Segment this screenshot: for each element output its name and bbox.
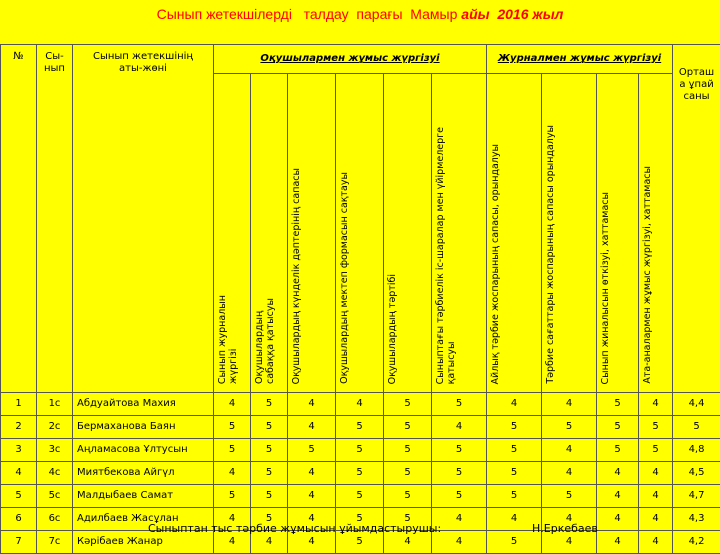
row-teacher-name: Малдыбаев Самат [73,485,214,508]
row-score: 4 [639,462,673,485]
row-score: 5 [214,485,251,508]
row-teacher-name: Миятбекова Айгүл [73,462,214,485]
row-score: 4 [597,531,639,554]
row-score: 5 [384,485,432,508]
row-score: 4 [542,508,597,531]
row-score: 5 [639,416,673,439]
row-num: 3 [1,439,37,462]
row-score: 5 [336,439,384,462]
header-criterion-label: Оқушылардың күнделік дәптерінің сапасы [290,164,304,388]
row-score: 5 [487,416,542,439]
row-score: 5 [336,416,384,439]
header-criterion-label: Сынып журналын жүргізі [216,291,241,388]
row-score: 5 [432,439,487,462]
row-num: 5 [1,485,37,508]
row-teacher-name: Кәрібаев Жанар [73,531,214,554]
row-score: 4 [384,531,432,554]
row-score: 4 [639,485,673,508]
row-score: 5 [487,439,542,462]
header-criterion [251,74,288,393]
row-score: 4 [542,439,597,462]
row-score: 5 [251,485,288,508]
title-main: Сынып жетекшілерді талдау парағы Мамыр [157,6,462,22]
row-score: 5 [384,508,432,531]
table-row [1,485,720,508]
row-score: 5 [487,485,542,508]
header-class: Сы- нып [37,45,73,393]
row-score: 5 [432,462,487,485]
row-score: 5 [336,462,384,485]
row-teacher-name: Аңламасова Ұлтусын [73,439,214,462]
row-score: 4 [288,485,336,508]
row-score: 4 [487,508,542,531]
row-score: 5 [432,393,487,416]
row-score: 5 [542,416,597,439]
row-score: 5 [251,508,288,531]
row-average: 4,5 [673,462,720,485]
header-criterion-label: Тәрбие сағаттары жоспарының сапасы орындалуы [544,121,558,388]
header-criterion-label: Айлық тәрбие жоспарының сапасы, орындалуы [489,140,503,388]
row-score: 5 [214,416,251,439]
row-score: 5 [336,485,384,508]
row-score: 5 [384,416,432,439]
row-score: 4 [639,531,673,554]
row-score: 4 [336,393,384,416]
header-average: Орташ а ұпай саны [673,45,720,393]
header-criterion-label: Ата-аналармен жұмыс жүргізуі, хаттамасы [641,162,655,388]
footer [0,522,720,536]
header-criterion [597,74,639,393]
table-row [1,416,720,439]
row-score: 5 [251,393,288,416]
row-score: 4 [214,508,251,531]
row-score: 4 [288,393,336,416]
row-score: 5 [487,462,542,485]
title-emphasis: айы 2016 жыл [461,6,563,22]
footer-signature: Н.Еркебаев [532,522,598,535]
row-num: 2 [1,416,37,439]
row-score: 4 [214,393,251,416]
row-score: 5 [251,416,288,439]
row-score: 5 [336,531,384,554]
row-score: 4 [251,531,288,554]
row-score: 4 [597,485,639,508]
row-score: 4 [542,462,597,485]
row-average: 4,4 [673,393,720,416]
table-row [1,439,720,462]
row-score: 4 [597,508,639,531]
header-criterion [336,74,384,393]
row-score: 5 [639,439,673,462]
row-average: 4,2 [673,531,720,554]
header-criterion-label: Оқушылардың мектеп формасын сақтауы [338,168,352,388]
row-score: 5 [597,416,639,439]
row-num: 7 [1,531,37,554]
row-score: 4 [432,416,487,439]
row-score: 5 [432,485,487,508]
header-criterion [432,74,487,393]
row-num: 6 [1,508,37,531]
row-score: 5 [336,508,384,531]
header-criterion [487,74,542,393]
header-criterion [542,74,597,393]
header-teacher: Сынып жетекшінің аты-жөні [73,45,214,393]
row-score: 5 [542,485,597,508]
header-num: № [1,45,37,393]
row-score: 4 [214,531,251,554]
row-teacher-name: Абдуайтова Махия [73,393,214,416]
row-score: 4 [542,531,597,554]
row-num: 1 [1,393,37,416]
row-score: 4 [432,508,487,531]
page-title [0,6,720,22]
row-score: 5 [251,439,288,462]
header-criterion-label: Оқушылардың тәртібі [386,270,400,388]
header-group-students: Оқушылармен жұмыс жүргізуі [214,45,487,74]
table-row [1,462,720,485]
row-num: 4 [1,462,37,485]
row-class: 3с [37,439,73,462]
table-row [1,393,720,416]
row-score: 4 [214,462,251,485]
row-score: 4 [288,508,336,531]
row-score: 4 [542,393,597,416]
row-teacher-name: Адилбаев Жасұлан [73,508,214,531]
row-class: 2с [37,416,73,439]
row-average: 4,8 [673,439,720,462]
header-criterion-label: Сынып жиналысын өткізуі, хаттамасы [599,188,613,389]
row-class: 7с [37,531,73,554]
row-score: 4 [288,462,336,485]
header-criterion-label: Сыныптағы тәрбиелік іс-шаралар мен үйірмелерге қатысуы [434,123,459,388]
row-score: 4 [597,462,639,485]
footer-organizer: Сыныптан тыс тәрбие жұмысын ұйымдастырушы: [148,522,441,535]
header-criterion-label: Оқушылардың сабаққа қатысуы [253,294,278,388]
analysis-table [0,44,720,554]
row-score: 5 [384,393,432,416]
row-score: 4 [288,416,336,439]
row-class: 1с [37,393,73,416]
header-group-journal: Журналмен жұмыс жүргізуі [487,45,673,74]
row-score: 4 [288,531,336,554]
row-score: 5 [251,462,288,485]
row-teacher-name: Бермаханова Баян [73,416,214,439]
header-criterion [639,74,673,393]
row-score: 4 [432,531,487,554]
row-score: 4 [487,393,542,416]
row-class: 6с [37,508,73,531]
row-score: 5 [384,462,432,485]
header-criterion [384,74,432,393]
row-average: 5 [673,416,720,439]
row-score: 5 [597,393,639,416]
row-score: 4 [639,508,673,531]
row-score: 5 [384,439,432,462]
row-score: 5 [288,439,336,462]
row-score: 4 [639,393,673,416]
row-average: 4,7 [673,485,720,508]
row-score: 5 [597,439,639,462]
header-criterion [288,74,336,393]
header-criterion [214,74,251,393]
row-class: 5с [37,485,73,508]
row-score: 5 [214,439,251,462]
row-average: 4,3 [673,508,720,531]
row-score: 5 [487,531,542,554]
row-class: 4с [37,462,73,485]
